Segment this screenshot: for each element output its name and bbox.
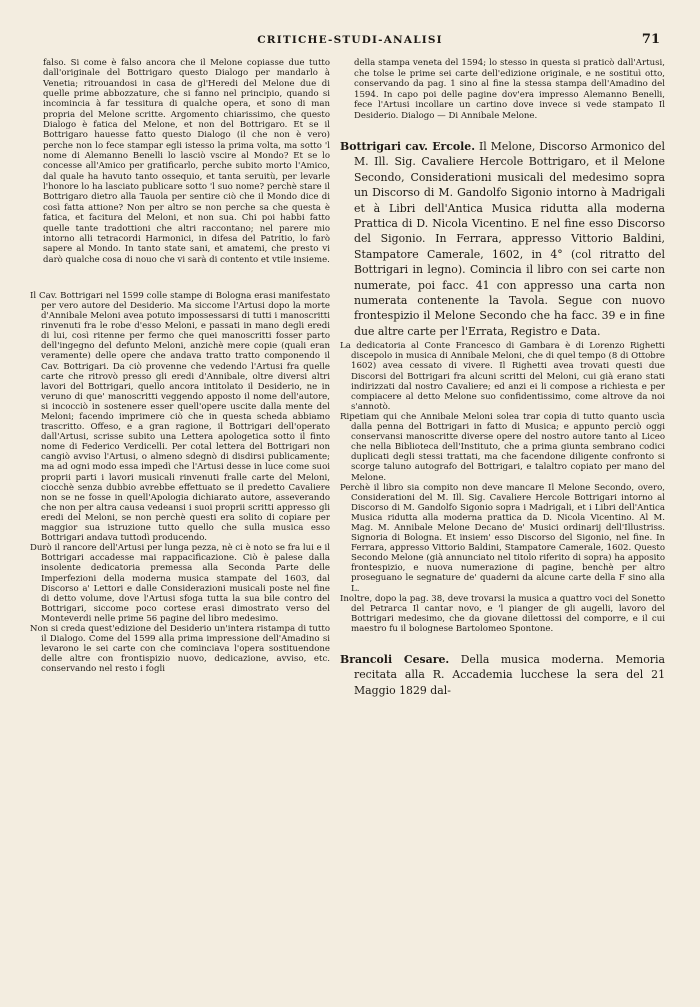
annotation-paragraph: Durò il rancore dell'Artusi per lunga pezza, nè ci è noto se fra lui e il Bottrigari accadesse mai rappacificazione. Ciò è palese dalla insolente dedicatoria premessa alla Seconda Parte delle Imperfezioni della moderna musica stampate del 1603, dal Discorso a' Lettori e dalle Considerazioni musicali poste nel fine di detto volume, dove l'Artusi sfoga tutta la sua bile contro del Bottrigari, siccome poco cortese erasi dimostrato verso del Monteverdi nelle prime 56 pagine del libro medesimo. [30, 543, 330, 624]
annotation-paragraph: Non si creda quest'edizione del Desiderio un'intera ristampa di tutto il Dialogo. Come del 1599 alla prima impressione dell'Amadino si levarono le sei carte con che cominciava l'opera sostituendone delle altre con frontispizio nuovo, dedicazione, avviso, etc. conservando nel resto i fogli [30, 623, 330, 675]
entry-body: Della musica moderna. Memoria recitata alla R. Accademia lucchese la sera del 21 Maggio 1829 dal- [354, 653, 665, 697]
page-number: 71 [641, 32, 660, 47]
entry-body: Il Melone, Discorso Armonico del M. Ill. Sig. Cavaliere Hercole Bottrigaro, et il Melone Secondo, Considerationi musicali del medesimo sopra un Discorso di M. Gandolfo Sigonio intorno à Madrigali et à Libri dell'Antica Musica ridutta alla moderna Prattica di D. Nicola Vicentino. E nel fine esso Discorso del Sigonio. In Ferrara, appresso Vittorio Baldini, Stampatore Camerale, 1602, in 4° (col ritratto del Bottrigari in legno). Comincia il libro con sei carte non numerate, poi facc. 41 con appresso una carta non numerata contenente la Tavola. Segue con nuovo frontespizio il Melone Secondo che ha facc. 39 e in fine due altre carte per l'Errata, Registro e Data. [354, 140, 665, 338]
annotation-paragraph: Inoltre, dopo la pag. 38, deve trovarsi la musica a quattro voci del Sonetto del Petrarca Il cantar novo, e 'l pianger de gli augelli, lavoro del Bottrigari medesimo, che da giovane dilettossi del comporre, e il cui maestro fu il bolognese Bartolomeo Spontone. [340, 593, 665, 634]
page-header [40, 34, 660, 54]
quoted-passage: falso. Si come è falso ancora che il Melone copiasse due tutto dall'originale del Bottrigaro questo Dialogo per mandarlo à Venetia; ritrouandosi in casa de gl'Heredi del Melone due di quelle prime abbozzature, che si fanno nel principio, quando si incomincia à far tessitura di qualche opera, et sono di man propria del Melone scritte. Argomento chiarissimo, che questo Dialogo è fatica del Melone, et non del Bottrigaro. Et se il Bottrigaro hauesse fatto questo Dialogo (il che non è vero) perche non lo fece stampar egli istesso la prima volta, ma sotto 'l nome di Alemanno Benelli lo lasciò vscire al Mondo? Et se lo concesse all'Amico per gratificarlo, perche subito morto l'Amico, dal quale ha havuto tanto ossequio, et tanta seruitù, per levarle l'honore lo ha lasciato publicare sotto 'l suo nome? perchè stare il Bottrigaro dietro alla Tauola per sentire ciò che il Mondo dice di così fatta attione? Non per altro se non perche sa che questa è fatica, et facitura del Meloni, et non sua. Chi poi habbi fatto quelle tante tradottioni che altri raccontano; nel parere mio intorno alli tetracordi Harmonici, in difesa del Patritio, lo farò sapere al Mondo. In tanto state sani, et amatemi, che presto vi darò qualche cosa di nouo che vi sarà di contento et vtile insieme. [43, 58, 330, 265]
right-column [340, 58, 665, 993]
bibliography-entry [340, 652, 665, 698]
annotation-paragraph: Ripetiam qui che Annibale Meloni solea trar copia di tutto quanto uscìa dalla penna del Bottrigari in fatto di Musica; e appunto perciò oggi conservansi manoscritte diverse opere del nostro autore tanto al Liceo che nella Biblioteca dell'Instituto, che a prima giunta sembrano codici duplicati degli stessi trattati, ma che facendone diligente confronto si scorge taluno autografo del Bottrigari, e talaltro copiato per mano del Melone. [340, 411, 665, 483]
bibliography-entry [340, 139, 665, 339]
quoted-passage-continued: della stampa veneta del 1594; lo stesso in questa si praticò dall'Artusi, che tolse le prime sei carte dell'edizione originale, e ne sostituì otto, conservando da pag. 1 sino al fine la stessa stampa dell'Amadino del 1594. In capo poi delle pagine dov'era impresso Alemanno Benelli, fece l'Artusi incollare un cartino dove invece si vede stampato Il Desiderio. Dialogo — Di Annibale Melone. [354, 58, 665, 121]
entry-heading: Bottrigari cav. Ercole. [340, 140, 476, 153]
annotation-paragraph: Il Cav. Bottrigari nel 1599 colle stampe di Bologna erasi manifestato per vero autore del Desiderio. Ma siccome l'Artusi dopo la morte d'Annibale Meloni avea potuto impossessarsi di tutti i manoscritti rinvenuti fra le robe d'esso Meloni, e passati in mano degli eredi di lui, così ritenne per fermo che quei manoscritti fosser parto dell'ingegno del defunto Meloni, anzichè mere copie (quali eran veramente) delle opere che andava tratto tratto componendo il Cav. Bottrigari. Da ciò provenne che vedendo l'Artusi fra quelle carte che ritrovò presso gli eredi d'Annibale, oltre diversi altri lavori del Bottrigari, quello ancora intitolato il Desiderio, ne in veruno di que' manoscritti veggendo apposto il nome dell'autore, si incocciò in sostenere esser quell'opere uscite dalla mente del Meloni; facendo imprimere ciò che in questa scheda abbiamo trascritto. Offeso, e a gran ragione, il Bottrigari dell'operato dall'Artusi, scrisse subito una Lettera apologetica sotto il finto nome di Federico Verdicelli. Per cotal lettera del Bottrigari non cangiò avviso l'Artusi, o almeno sdegnò di disdirsi publicamente; ma ad ogni modo essa impedì che l'Artusi desse in luce come suoi proprii parti i lavori musicali rinvenuti fralle carte del Meloni, ciocchè senza dubbio avrebbe effettuato se il predetto Cavaliere non se ne fosse in quell'Apologia dichiarato autore, asseverando che non per altra causa vedeansi i suoi proprii scritti appresso gli eredi del Meloni, se non perchè questi era solito di copiare per maggior sua istruzione tutto quello che sulla musica esso Bottrigari andava tuttodì producendo. [30, 290, 330, 544]
annotation-paragraph: Perchè il libro sia compito non deve mancare Il Melone Secondo, overo, Considerationi del M. Ill. Sig. Cavaliere Hercole Bottrigari intorno al Discorso di M. Gandolfo Sigonio sopra i Madrigali, et i Libri dell'Antica Musica ridutta alla moderna prattica da D. Nicola Vicentino. Al M. Mag. M. Annibale Melone Decano de' Musici ordinarij dell'Illustriss. Signoria di Bologna. Et insiem' esso Discorso del Sigonio, nel fine. In Ferrara, appresso Vittorio Baldini, Stampatore Camerale, 1602. Questo Secondo Melone (già annunciato nel titolo riferito di sopra) ha apposito frontespizio, e nuova numerazione di pagine, benchè per altro proseguano le segnature de' quaderni da alcune carte della F sino alla L. [340, 482, 665, 594]
annotation-paragraph: La dedicatoria al Conte Francesco di Gambara è di Lorenzo Righetti discepolo in musica di Annibale Meloni, che di quel tempo (8 di Ottobre 1602) avea cessato di vivere. Il Righetti avea trovati questi due Discorsi del Bottrigari fra alcuni scritti del Meloni, cui già erano stati indirizzati dal nostro Cavaliere; ed anzi ei li compose a richiesta e per compiacere al detto Melone suo confidentissimo, come altrove da noi s'annotò. [340, 341, 665, 412]
entry-heading: Brancoli Cesare. [340, 653, 450, 666]
running-head: CRITICHE-STUDI-ANALISI [257, 34, 443, 46]
left-column [30, 58, 330, 993]
